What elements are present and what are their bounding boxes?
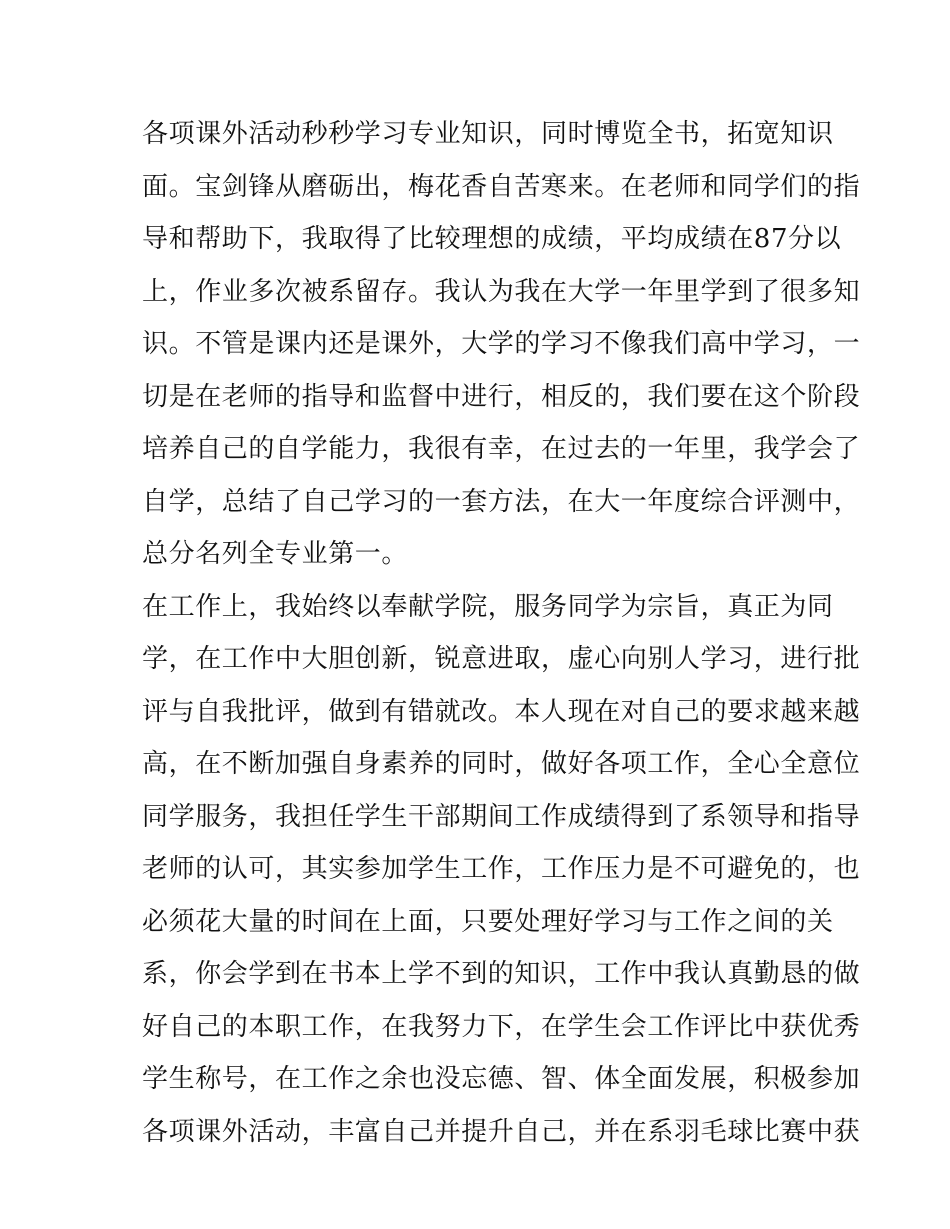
text-line: 必须花大量的时间在上面，只要处理好学习与工作之间的关 [142,906,834,937]
text-line: 识。不管是课内还是课外，大学的学习不像我们高中学习，一 [142,329,861,359]
text-line: 上，作业多次被系留存。我认为我在大学一年里学到了很多知 [142,276,861,307]
body-text [142,108,861,1158]
text-line: 学生称号，在工作之余也没忘德、智、体全面发展，积极参加 [142,1064,861,1094]
text-line: 高，在不断加强自身素养的同时，做好各项工作，全心全意位 [142,749,861,779]
text-line: 同学服务，我担任学生干部期间工作成绩得到了系领导和指导 [142,801,861,832]
text-line: 面。宝剑锋从磨砺出，梅花香自苦寒来。在老师和同学们的指 [142,171,861,202]
text-line: 老师的认可，其实参加学生工作，工作压力是不可避免的，也 [142,854,861,884]
text-line: 切是在老师的指导和监督中进行，相反的，我们要在这个阶段 [142,381,861,412]
text-line: 好自己的本职工作，在我努力下，在学生会工作评比中获优秀 [142,1011,861,1042]
text-line: 系，你会学到在书本上学不到的知识，工作中我认真勤恳的做 [142,959,861,989]
text-line: 自学，总结了自己学习的一套方法，在大一年度综合评测中， [142,486,861,517]
text-line: 各项课外活动，丰富自己并提升自己，并在系羽毛球比赛中获 [142,1116,861,1147]
text-line: 各项课外活动秒秒学习专业知识，同时博览全书，拓宽知识 [142,119,834,149]
text-line: 学，在工作中大胆创新，锐意进取，虚心向别人学习，进行批 [142,644,861,674]
text-line: 评与自我批评，做到有错就改。本人现在对自己的要求越来越 [142,696,861,727]
text-line: 导和帮助下，我取得了比较理想的成绩，平均成绩在87分以 [142,224,842,254]
text-line: 培养自己的自学能力，我很有幸，在过去的一年里，我学会了 [142,434,861,464]
text-line: 在工作上，我始终以奉献学院，服务同学为宗旨，真正为同 [142,591,834,622]
text-line: 总分名列全专业第一。 [142,539,409,569]
